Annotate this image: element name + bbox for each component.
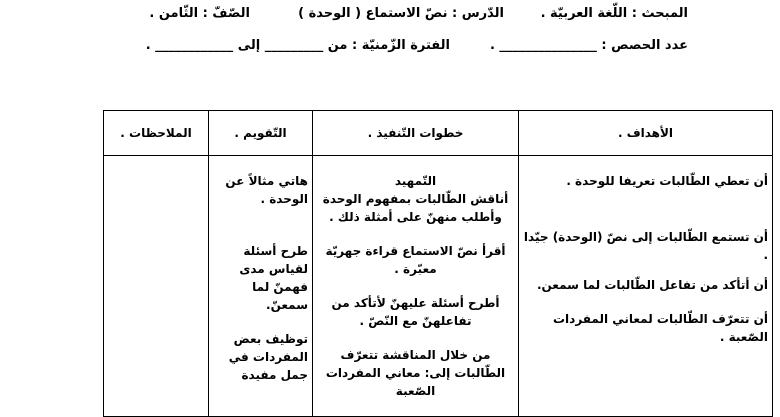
grade-label: الصّفّ : الثّامن . xyxy=(149,6,250,21)
table-row xyxy=(104,156,773,417)
objective-item: أن تعطي الطّالبات تعريفا للوحدة . xyxy=(566,174,768,188)
periods-label: عدد الحصص : _______________ . xyxy=(489,38,688,53)
objective-item: أن تستمع الطّالبات إلى نصّ (الوحدة) جيّدا . xyxy=(523,230,768,262)
step-item: من خلال المناقشة تتعرّف الطّالبات إلى: معاني المفردات الصّعبة xyxy=(325,348,506,398)
column-header-steps: خطوات التّنفيذ . xyxy=(313,111,519,156)
evaluation-item: هاتي مثالاً عن الوحدة . xyxy=(225,174,308,206)
column-header-objectives: الأهداف . xyxy=(519,111,773,156)
objective-item: أن أتأكد من تفاعل الطّالبات لما سمعن. xyxy=(536,278,768,292)
objective-item: أن تتعرّف الطّالبات لمعاني المفردات الصّعبة . xyxy=(552,312,768,344)
lesson-plan-table xyxy=(103,110,773,417)
step-item: أناقش الطّالبات بمفهوم الوحدة وأطلب منهنّ على أمثلة ذلك . xyxy=(322,192,509,224)
table-header-row xyxy=(104,111,773,156)
notes-cell xyxy=(104,156,209,417)
step-item: أطرح أسئلة عليهنّ لأتأكد من تفاعلهنّ مع النّصّ . xyxy=(331,296,500,328)
time-period-label: الفترة الزّمنيّة : من _________ إلى ____________ . xyxy=(145,38,450,53)
objectives-cell xyxy=(519,156,773,417)
column-header-evaluation: التّقويم . xyxy=(209,111,313,156)
evaluation-item: توظيف بعض المفردات في جمل مفيدة xyxy=(228,332,308,382)
evaluation-item: طرح أسئلة لقياس مدى فهمنّ لما سمعنّ. xyxy=(239,244,308,312)
lesson-label: الدّرس : نصّ الاستماع ( الوحدة ) xyxy=(298,6,504,21)
column-header-notes: الملاحظات . xyxy=(104,111,209,156)
step-item: أقرأ نصّ الاستماع قراءة جهريّة معبّرة . xyxy=(325,244,506,276)
evaluation-cell xyxy=(209,156,313,417)
steps-cell xyxy=(313,156,519,417)
step-item: التّمهيد xyxy=(394,174,437,188)
subject-label: المبحث : اللّغة العربيّة . xyxy=(540,6,688,21)
